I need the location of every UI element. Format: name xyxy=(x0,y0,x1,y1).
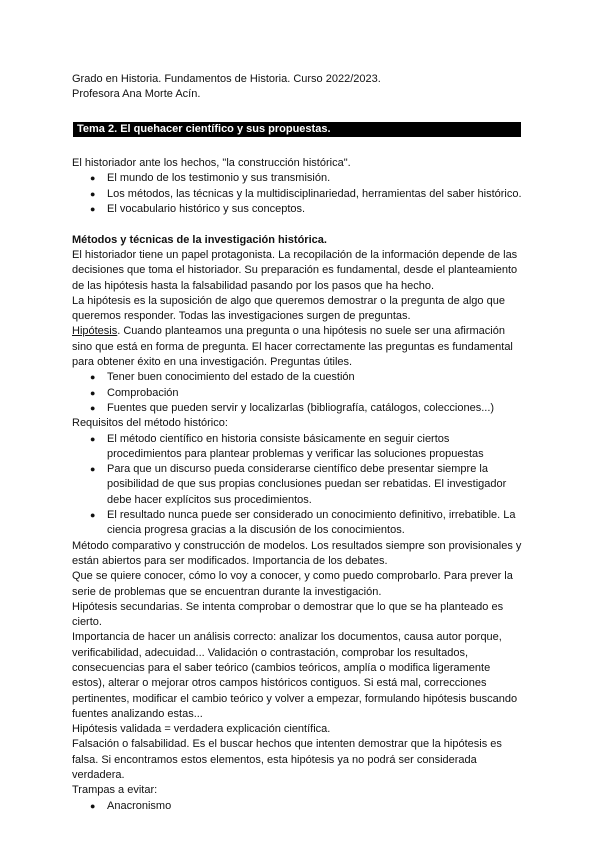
text-line xyxy=(72,600,542,615)
line-text: para obtener éxito en una investigación. Preguntas útiles. xyxy=(72,356,353,369)
bullet-item xyxy=(72,462,542,508)
line-text: pertinentes, modificar el cambio teórico y volver a empezar, formulando hipótesis buscando xyxy=(72,692,518,705)
line-text: verificabilidad, adecuidad... Validación o contrastación, comprobar los resultados, xyxy=(72,646,469,659)
section-heading xyxy=(72,233,542,248)
course-line: Grado en Historia. Fundamentos de Historia. Curso 2022/2023. xyxy=(72,73,381,85)
line-text: Falsación o falsabilidad. Es el buscar hechos que intenten demostrar que la hipótesis es xyxy=(72,738,502,751)
paragraph xyxy=(72,737,542,783)
text-line xyxy=(72,753,542,768)
text-line xyxy=(72,539,542,554)
line-text: serie de problemas que se encuentran durante la investigación. xyxy=(72,585,382,598)
bullet-item xyxy=(72,799,542,814)
text-line xyxy=(72,615,542,630)
paragraph xyxy=(72,539,542,570)
line-text: El historiador tiene un papel protagonista. La recopilación de la información depende de las xyxy=(72,248,518,261)
document-page xyxy=(72,72,542,814)
paragraph xyxy=(72,156,542,171)
line-text: . Cuando planteamos una pregunta o una hipótesis no suele ser una afirmación xyxy=(117,325,505,338)
line-text: procedimientos para plantear problemas y verificar las soluciones propuestas xyxy=(107,447,484,460)
text-line xyxy=(72,462,542,477)
bullet-icon: ● xyxy=(90,372,96,383)
paragraph xyxy=(72,783,542,798)
bullet-icon: ● xyxy=(90,800,96,811)
line-text: El historiador ante los hechos, "la construcción histórica". xyxy=(72,157,351,170)
text-line xyxy=(72,233,542,248)
text-line xyxy=(72,263,542,278)
line-text: Tener buen conocimiento del estado de la cuestión xyxy=(107,371,355,384)
text-line xyxy=(72,646,542,661)
bullet-item xyxy=(72,508,542,539)
paragraph xyxy=(72,248,542,294)
text-line xyxy=(72,707,542,722)
bullet-item xyxy=(72,401,542,416)
line-text: Hipótesis validada = verdadera explicación científica. xyxy=(72,723,331,736)
paragraph xyxy=(72,416,542,431)
line-text: Requisitos del método histórico: xyxy=(72,417,228,430)
bullet-item xyxy=(72,202,542,217)
text-line xyxy=(72,294,542,309)
topic-title-bar: Tema 2. El quehacer científico y sus propuestas. xyxy=(73,122,521,137)
line-text: falsa. Si encontramos estos elementos, esta hipótesis ya no podrá ser considerada xyxy=(72,753,477,766)
text-line xyxy=(72,722,542,737)
text-line xyxy=(72,187,542,202)
paragraph xyxy=(72,294,542,325)
underlined-term: Hipótesis xyxy=(72,325,118,338)
bullet-item xyxy=(72,432,542,463)
bullet-item xyxy=(72,386,542,401)
line-text: consecuencias para el saber teórico (cambios teóricos, amplía o modifica ligeramente xyxy=(72,661,491,674)
bullet-icon: ● xyxy=(90,464,96,475)
text-line xyxy=(72,477,542,492)
text-line xyxy=(72,355,542,370)
text-line xyxy=(72,248,542,263)
paragraph xyxy=(72,569,542,600)
line-text: Método comparativo y construcción de modelos. Los resultados siempre son provisionales y xyxy=(72,539,522,552)
text-line xyxy=(72,202,542,217)
text-line xyxy=(72,401,542,416)
paragraph xyxy=(72,324,542,370)
bullet-icon: ● xyxy=(90,204,96,215)
line-text: Métodos y técnicas de la investigación histórica. xyxy=(72,233,327,246)
text-line xyxy=(72,523,542,538)
text-line xyxy=(72,309,542,324)
line-text: posibilidad de que sus propias conclusiones puedan ser rebatidas. El investigador xyxy=(107,478,507,491)
text-line xyxy=(72,447,542,462)
line-text: El vocabulario histórico y sus conceptos. xyxy=(107,203,306,216)
bullet-item xyxy=(72,370,542,385)
line-text: Que se quiere conocer, cómo lo voy a conocer, y como puedo comprobarlo. Para prever la xyxy=(72,570,513,583)
text-line xyxy=(72,569,542,584)
line-text: Comprobación xyxy=(107,386,179,399)
text-line xyxy=(72,156,542,171)
line-text: queremos responder. Todas las investigaciones surgen de preguntas. xyxy=(72,310,411,323)
spacer xyxy=(72,141,542,156)
line-text: fuentes analizando estas... xyxy=(72,707,203,720)
text-line xyxy=(72,340,542,355)
line-text: La hipótesis es la suposición de algo que queremos demostrar o la pregunta de algo que xyxy=(72,294,505,307)
bullet-item xyxy=(72,171,542,186)
line-text: cierto. xyxy=(72,616,102,629)
line-text: El mundo de los testimonio y sus transmisión. xyxy=(107,172,331,185)
line-text: Hipótesis secundarias. Se intenta comprobar o demostrar que lo que se ha planteado es xyxy=(72,600,504,613)
spacer xyxy=(72,103,542,118)
line-text: Trampas a evitar: xyxy=(72,784,158,797)
text-line xyxy=(72,386,542,401)
text-line xyxy=(72,783,542,798)
line-text: Fuentes que pueden servir y localizarlas (bibliografía, catálogos, colecciones...) xyxy=(107,401,495,414)
line-text: ciencia progresa gracias a la discusión de los conocimientos. xyxy=(107,524,405,537)
bullet-icon: ● xyxy=(90,433,96,444)
text-line xyxy=(72,585,542,600)
text-line xyxy=(72,554,542,569)
line-text: Importancia de hacer un análisis correcto: analizar los documentos, causa autor porque, xyxy=(72,631,502,644)
line-text: El resultado nunca puede ser considerado un conocimiento definitivo, irrebatible. La xyxy=(107,509,516,522)
paragraph xyxy=(72,600,542,631)
teacher-line: Profesora Ana Morte Acín. xyxy=(72,88,201,101)
text-line xyxy=(72,432,542,447)
document-body xyxy=(72,141,542,814)
text-line xyxy=(72,799,542,814)
text-line xyxy=(72,493,542,508)
spacer xyxy=(72,217,542,232)
paragraph xyxy=(72,722,542,737)
line-text: Para que un discurso pueda considerarse científico debe presentar siempre la xyxy=(107,463,488,476)
bullet-icon: ● xyxy=(90,510,96,521)
line-text: Anacronismo xyxy=(107,799,172,812)
text-line xyxy=(72,324,542,339)
text-line xyxy=(72,370,542,385)
paragraph xyxy=(72,630,542,722)
bullet-icon: ● xyxy=(90,387,96,398)
line-text: Los métodos, las técnicas y la multidisciplinariedad, herramientas del saber histórico. xyxy=(107,187,522,200)
text-line xyxy=(72,508,542,523)
line-text: debe hacer explícitos sus procedimientos. xyxy=(107,493,312,506)
line-text: estos), alterar o mejorar otros campos históricos contiguos. Si está mal, correcciones xyxy=(72,677,487,690)
bullet-icon: ● xyxy=(90,173,96,184)
text-line xyxy=(72,416,542,431)
text-line xyxy=(72,661,542,676)
bullet-icon: ● xyxy=(90,188,96,199)
bullet-item xyxy=(72,187,542,202)
line-text: decisiones que toma el historiador. Su preparación es fundamental, desde el planteamiento xyxy=(72,264,518,277)
line-text: verdadera. xyxy=(72,769,125,782)
text-line xyxy=(72,630,542,645)
line-text: El método científico en historia consiste básicamente en seguir ciertos xyxy=(107,432,450,445)
text-line xyxy=(72,171,542,186)
text-line xyxy=(72,279,542,294)
text-line xyxy=(72,737,542,752)
text-line xyxy=(72,676,542,691)
text-line xyxy=(72,692,542,707)
bullet-icon: ● xyxy=(90,402,96,413)
line-text: sino que está en forma de pregunta. El hacer correctamente las preguntas es fundamental xyxy=(72,340,513,353)
line-text: de las hipótesis hasta la falsabilidad pasando por los pasos que ha hecho. xyxy=(72,279,435,292)
line-text: están abiertos para ser modificados. Importancia de los debates. xyxy=(72,554,388,567)
text-line xyxy=(72,768,542,783)
